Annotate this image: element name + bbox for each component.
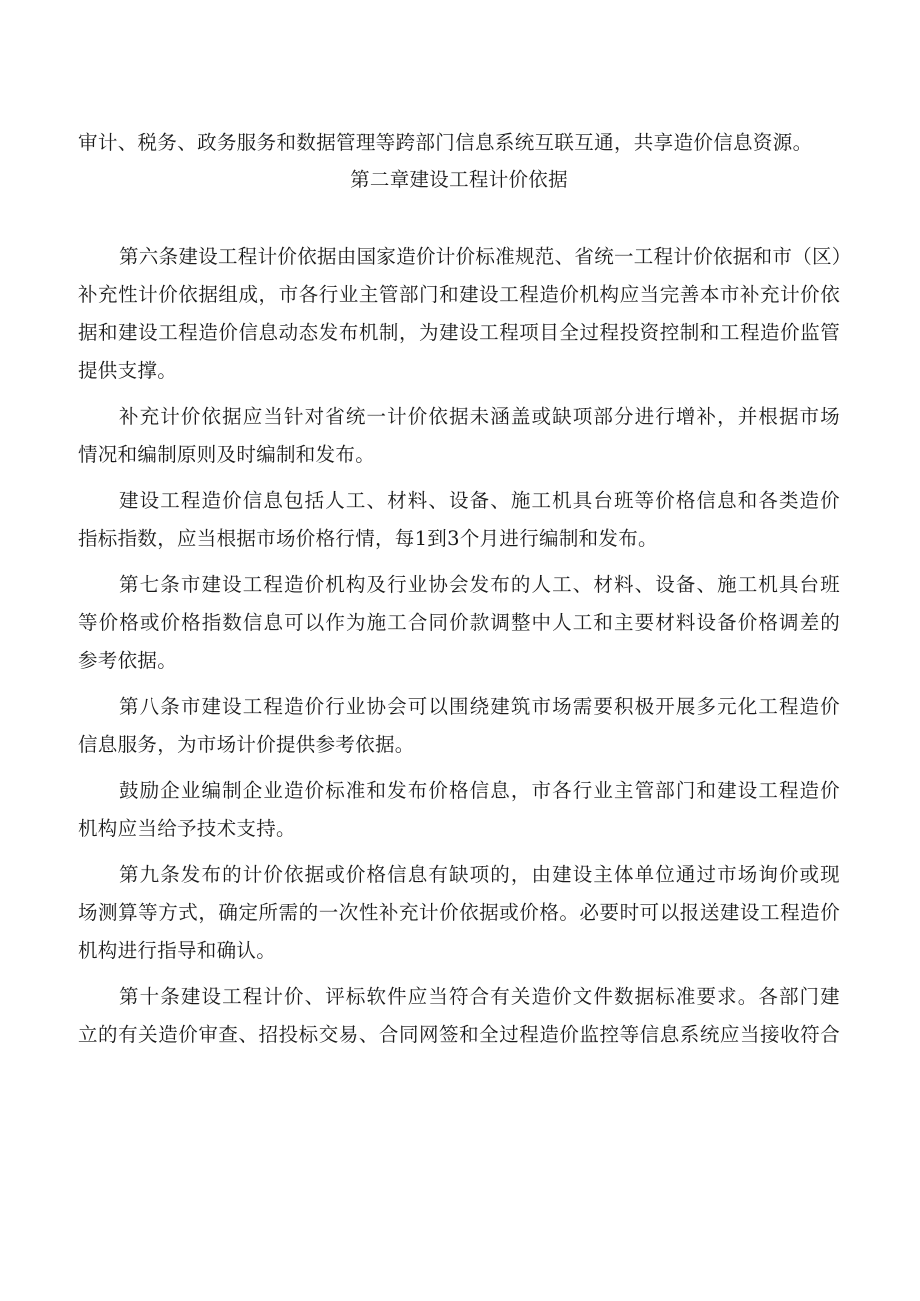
document-page (78, 124, 852, 1062)
paragraph-line: 补充计价依据应当针对省统一计价依据未涵盖或缺项部分进行增补，并根据市场 (119, 405, 840, 428)
paragraph-line: 等价格或价格指数信息可以作为施工合同价款调整中人工和主要材料设备价格调差的 (78, 611, 840, 634)
paragraph-line: 第七条市建设工程造价机构及行业协会发布的人工、材料、设备、施工机具台班 (119, 573, 840, 596)
article-7-paragraph (78, 566, 840, 680)
paragraph-line: 据和建设工程造价信息动态发布机制，为建设工程项目全过程投资控制和工程造价监管 (78, 321, 840, 344)
paragraph-line: 机构应当给予技术支持。 (78, 817, 296, 840)
article-9-paragraph (78, 856, 840, 970)
paragraph-line: 场测算等方式，确定所需的一次性补充计价依据或价格。必要时可以报送建设工程造价 (78, 901, 840, 924)
paragraph-line: 指标指数，应当根据市场价格行情，每1到3个月进行编制和发布。 (78, 527, 658, 550)
paragraph-line: 建设工程造价信息包括人工、材料、设备、施工机具台班等价格信息和各类造价 (119, 489, 840, 512)
continuation-line: 审计、税务、政务服务和数据管理等跨部门信息系统互联互通，共享造价信息资源。 (78, 131, 813, 154)
paragraph-line: 机构进行指导和确认。 (78, 939, 277, 962)
paragraph-line: 第九条发布的计价依据或价格信息有缺项的，由建设主体单位通过市场询价或现 (119, 863, 840, 886)
paragraph-line: 提供支撑。 (78, 359, 178, 382)
cost-info-paragraph (78, 482, 840, 558)
paragraph-line: 鼓励企业编制企业造价标准和发布价格信息，市各行业主管部门和建设工程造价 (119, 779, 840, 802)
article-8-paragraph (78, 688, 840, 764)
enterprise-paragraph (78, 772, 840, 848)
supplement-paragraph (78, 398, 840, 474)
chapter-title: 第二章建设工程计价依据 (350, 168, 568, 191)
article-6-paragraph (78, 238, 852, 390)
paragraph-line: 第六条建设工程计价依据由国家造价计价标准规范、省统一工程计价依据和市（区） (119, 245, 852, 268)
paragraph-line: 补充性计价依据组成，市各行业主管部门和建设工程造价机构应当完善本市补充计价依 (78, 283, 840, 306)
paragraph-line: 参考依据。 (78, 649, 178, 672)
paragraph-line: 情况和编制原则及时编制和发布。 (78, 443, 376, 466)
paragraph-line: 第十条建设工程计价、评标软件应当符合有关造价文件数据标准要求。各部门建 (119, 985, 840, 1008)
paragraph-line: 第八条市建设工程造价行业协会可以围绕建筑市场需要积极开展多元化工程造价 (119, 695, 840, 718)
paragraph-line: 信息服务，为市场计价提供参考依据。 (78, 733, 415, 756)
article-10-paragraph (78, 978, 840, 1054)
paragraph-line: 立的有关造价审查、招投标交易、合同网签和全过程造价监控等信息系统应当接收符合 (78, 1023, 840, 1046)
